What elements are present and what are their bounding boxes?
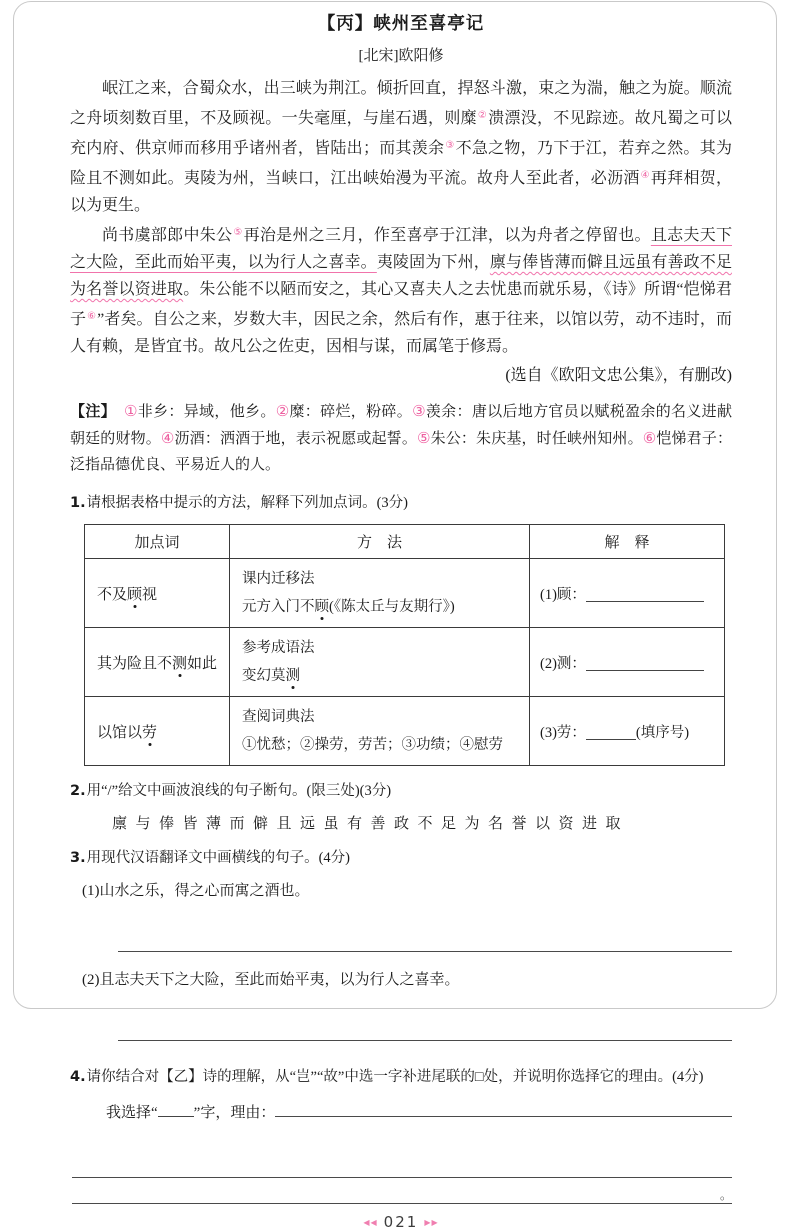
- answer-cell: [530, 697, 725, 766]
- page-number: 021: [383, 1213, 419, 1231]
- passage-author: [北宋]欧阳修: [358, 48, 444, 64]
- answer-line: [275, 1100, 732, 1117]
- table-header-row: [85, 525, 725, 559]
- method-cell: [230, 559, 530, 628]
- question-text: 请根据表格中提示的方法，解释下列加点词。(3分): [86, 495, 409, 511]
- q4-answer-row: [106, 1100, 732, 1122]
- note-ref-5: ⑤: [233, 227, 243, 238]
- table-row: [85, 697, 725, 766]
- answer-blank: [586, 724, 636, 740]
- passage-text: 夷陵固为下州，: [376, 254, 490, 271]
- note-ref-2: ②: [477, 110, 488, 121]
- method-text: (《陈太丘与友期行》): [329, 599, 455, 615]
- method-text: ①忧愁；②操劳，劳苦；③功绩；④慰劳: [242, 737, 503, 753]
- word-text: 视: [142, 586, 158, 603]
- question-text: 用“/”给文中画波浪线的句子断句。(限三处)(3分): [86, 783, 392, 799]
- table-header-explanation: 解 释: [530, 525, 725, 559]
- q4-choice-blank: [158, 1101, 194, 1117]
- passage-text: 不急之物，乃下于江，若弃之然。其为险且不测如此。夷陵为州，当峡口，江出峡始漫为平流。故舟人至此者，必沥酒: [70, 140, 732, 187]
- note-number: ⑥: [642, 429, 657, 447]
- passage-paragraph-1: [70, 75, 732, 219]
- passage-text: 。朱公能不以陋而安之，其心又喜夫人之去忧患而就乐易，《诗》所谓“恺悌君子: [70, 281, 732, 328]
- dotted-char: 测: [285, 668, 300, 684]
- word-text: 如此: [187, 655, 218, 672]
- passage-text: 再治是州之三月，作至喜亭于江津，以为舟者之停留也。: [243, 227, 651, 244]
- page-footer: [70, 1213, 732, 1232]
- question-number: 2.: [70, 783, 86, 799]
- answer-line: [72, 1178, 732, 1204]
- word-text: 其为险且不: [97, 655, 173, 672]
- note-text: 羡余：唐以后地方官员以赋税盈余的名义进献朝廷的财物。: [70, 404, 732, 447]
- answer-line: [118, 1015, 732, 1041]
- word-text: 以馆以: [97, 724, 143, 741]
- notes-section: [70, 398, 732, 478]
- note-text: 沥酒：洒酒于地，表示祝愿或起誓。: [174, 431, 417, 447]
- note-ref-6: ⑥: [87, 311, 97, 322]
- method-title: 参考成语法: [242, 640, 315, 656]
- answer-label: (3)劳：: [540, 724, 586, 741]
- passage-text: 溃漂没，不见踪迹。故凡蜀之可以充内府、供京师而移用乎诸州者，皆陆出；而其羡余: [70, 110, 732, 157]
- dotted-char: 顾: [314, 599, 329, 615]
- table-header-word: 加点词: [85, 525, 230, 559]
- table-row: [85, 628, 725, 697]
- note-item: [124, 404, 276, 420]
- answer-cell: [530, 628, 725, 697]
- note-ref-4: ④: [640, 170, 650, 181]
- note-text: 糜：碎烂，粉碎。: [289, 404, 413, 420]
- wavy-underlined-sentence: 廪与俸皆薄而僻且远虽有善政不足为名誉以资进取: [70, 254, 732, 298]
- passage-text: 岷江之来，合蜀众水，出三峡为荆江。倾折回直，捍怒斗激，束之为湍，触之为旋。顺流之舟顷刻数百里，不及顾视。一失毫厘，与崖石遇，则糜: [70, 80, 732, 127]
- table-row: [85, 559, 725, 628]
- method-title: 查阅词典法: [242, 709, 315, 725]
- passage-source: (选自《欧阳文忠公集》，有删改): [505, 367, 732, 384]
- passage-text: 尚书虞部郎中朱公: [102, 227, 233, 244]
- question-number: 1.: [70, 495, 86, 511]
- note-number: ④: [160, 429, 175, 447]
- notes-label: 【注】: [70, 402, 116, 420]
- period-mark: 。: [719, 1188, 732, 1202]
- passage-paragraph-2: [70, 219, 732, 360]
- method-cell: [230, 628, 530, 697]
- question-3: [70, 846, 732, 870]
- note-number: ②: [275, 402, 290, 420]
- method-example: [242, 662, 517, 690]
- answer-blank: [586, 655, 704, 671]
- note-text: 非乡：异域，他乡。: [137, 404, 276, 420]
- underlined-sentence: 且志夫天下之大险，至此而始平夷，以为行人之喜幸。: [70, 227, 732, 271]
- note-number: ⑤: [416, 429, 431, 447]
- note-ref-3: ③: [445, 140, 455, 151]
- note-text: 朱公：朱庆基，时任峡州知州。: [430, 431, 643, 447]
- method-cell: [230, 697, 530, 766]
- footer-right-arrows-icon: ▶▶: [424, 1218, 439, 1227]
- word-cell: [85, 697, 230, 766]
- q3-item-1: (1)山水之乐，得之心而寓之酒也。: [82, 883, 310, 899]
- passage-title: 【丙】峡州至喜亭记: [317, 14, 485, 34]
- note-item: [417, 431, 643, 447]
- method-example: [242, 593, 517, 621]
- word-cell: [85, 559, 230, 628]
- footer-left-arrows-icon: ◀◀: [363, 1218, 378, 1227]
- question-4: [70, 1065, 732, 1089]
- answer-line: [118, 926, 732, 952]
- passage-text: ”者矣。自公之来，岁数大丰，因民之余，然后有作，惠于往来，以馆以劳，动不违时，而人有赖，是皆宜书。故凡公之佐吏，因相与谋，而属笔于修焉。: [70, 311, 732, 355]
- question-number: 3.: [70, 850, 86, 866]
- table-header-method: 方 法: [230, 525, 530, 559]
- q4-answer-post: ”字，理由：: [193, 1105, 276, 1121]
- method-table: [84, 524, 725, 766]
- word-text: 不及: [97, 586, 128, 603]
- question-number: 4.: [70, 1069, 86, 1085]
- answer-label: (1)顾：: [540, 586, 586, 603]
- method-text: 变幻莫: [242, 668, 286, 684]
- q2-punctuation-sentence: 廪与俸皆薄而僻且远虽有善政不足为名誉以资进取: [112, 816, 630, 832]
- method-text: 元方入门不: [242, 599, 315, 615]
- question-text: 请你结合对【乙】诗的理解，从“岂”“故”中选一字补进尾联的□处，并说明你选择它的理由。(4分): [86, 1069, 704, 1085]
- note-item: [276, 404, 412, 420]
- word-cell: [85, 628, 230, 697]
- q3-item-2: (2)且志夫天下之大险，至此而始平夷，以为行人之喜幸。: [82, 972, 460, 988]
- question-2: [70, 779, 732, 803]
- answer-suffix: (填序号): [635, 724, 690, 741]
- question-text: 用现代汉语翻译文中画横线的句子。(4分): [86, 850, 351, 866]
- method-title: 课内迁移法: [242, 571, 315, 587]
- dotted-char: 劳: [142, 724, 158, 741]
- passage-text: 再拜相贺，以为更生。: [70, 170, 732, 214]
- dotted-char: 顾: [127, 586, 143, 603]
- answer-cell: [530, 559, 725, 628]
- answer-line: [72, 1152, 732, 1178]
- answer-label: (2)测：: [540, 655, 586, 672]
- answer-blank: [586, 586, 704, 602]
- note-text: 恺悌君子：泛指品德优良、平易近人的人。: [70, 431, 732, 473]
- note-number: ①: [123, 402, 138, 420]
- dotted-char: 测: [172, 655, 188, 672]
- note-number: ③: [412, 402, 426, 420]
- note-item: [161, 431, 417, 447]
- question-1: [70, 491, 732, 515]
- q4-answer-pre: 我选择“: [106, 1105, 158, 1121]
- method-example: [242, 731, 517, 759]
